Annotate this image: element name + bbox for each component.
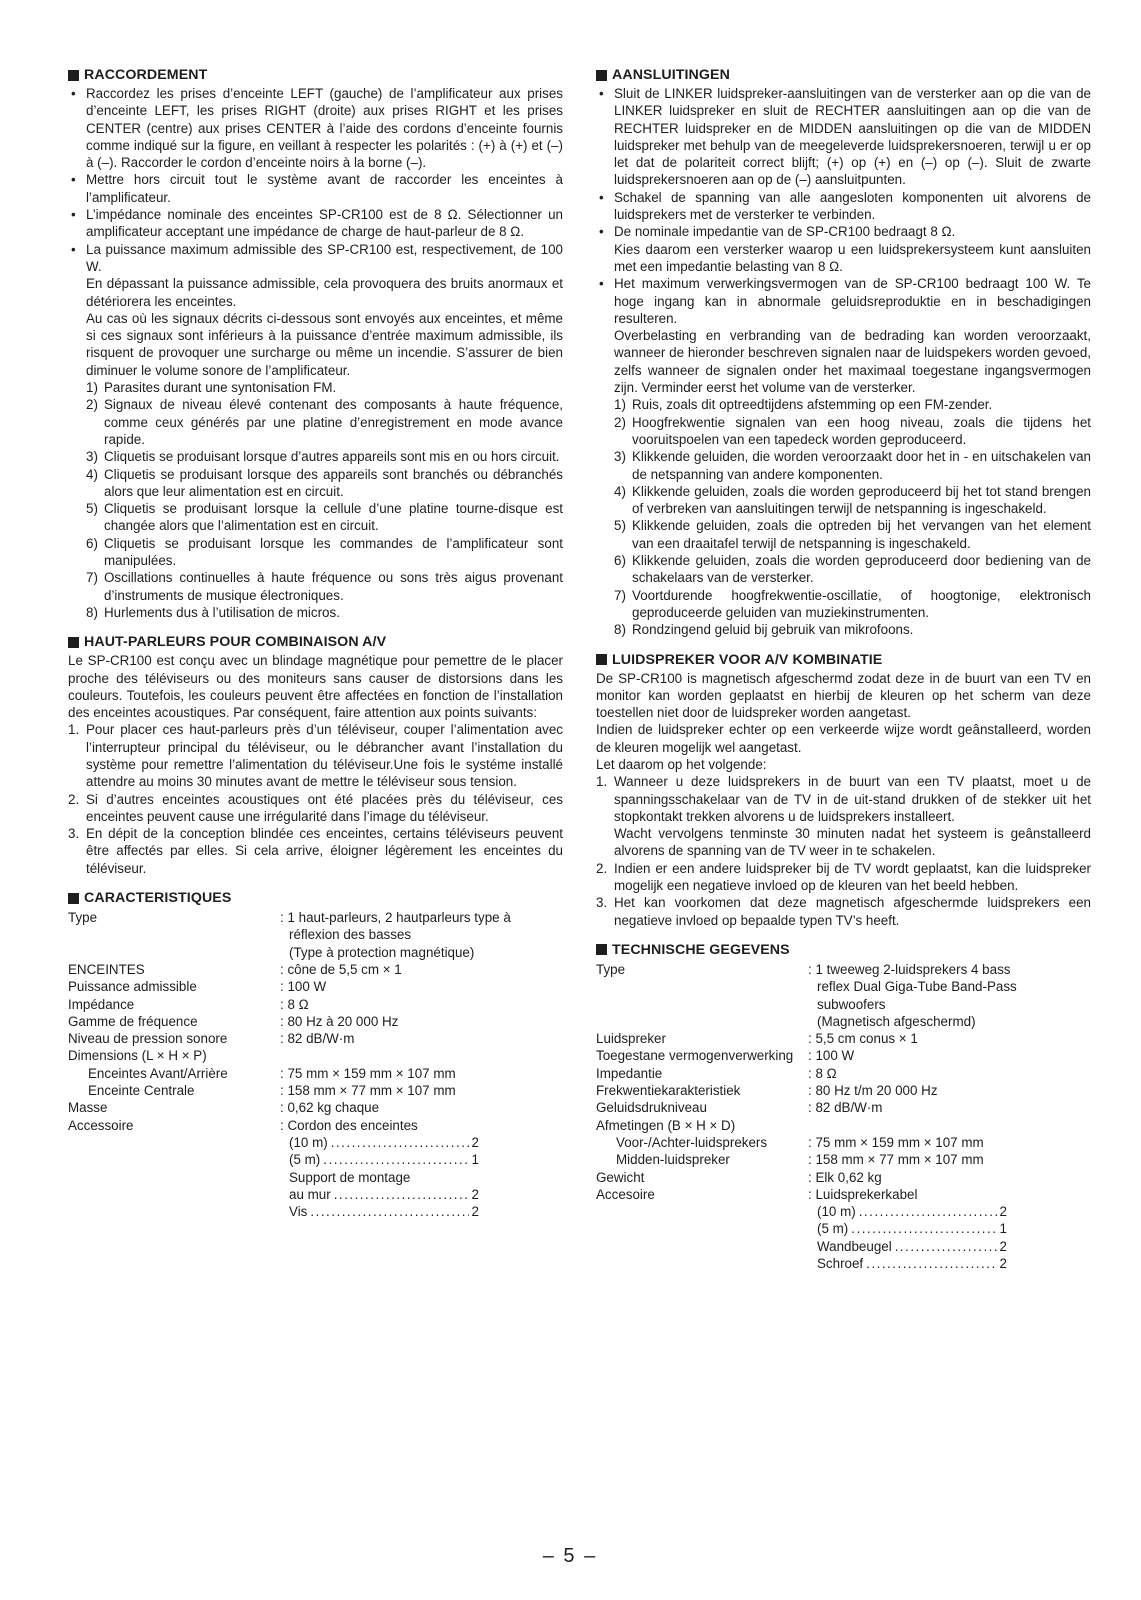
section-aansluitingen xyxy=(596,66,1091,639)
spec-table xyxy=(596,961,1091,1272)
spec-row: Accessoire : Cordon des enceintes (10 m) ..... 2 (5 m) ..... 1 Support de montage au mur ..... 2 Vis ..... 2 xyxy=(68,1117,563,1221)
list-item: • Mettre hors circuit tout le système avant de raccorder les enceintes à l’amplificateur. xyxy=(68,171,563,206)
spec-row: Type : 1 haut-parleurs, 2 hautparleurs type à réflexion des basses (Type à protection magnétique) xyxy=(68,909,563,961)
list-item: 3) Cliquetis se produisant lorsque d’autres appareils sont mis en ou hors circuit. xyxy=(86,449,560,465)
heading-square-icon xyxy=(68,70,79,81)
section-heading: LUIDSPREKER VOOR A/V KOMBINATIE xyxy=(596,651,1091,669)
section-specs xyxy=(68,889,563,1220)
numbered-list xyxy=(68,379,563,621)
spec-row: Niveau de pression sonore : 82 dB/W·m xyxy=(68,1030,563,1047)
section-specs xyxy=(596,941,1091,1272)
paragraph: De SP-CR100 is magnetisch afgeschermd zodat deze in de buurt van een TV en monitor kan worden geplaatst en hierbij de kleuren op het scherm van deze toestellen niet door de luidspreker worden aangetast. xyxy=(596,670,1091,721)
list-item: 4) Cliquetis se produisant lorsque des appareils sont branchés ou débranchés alors que leur alimentation est en circuit. xyxy=(86,466,563,499)
list-item: 5) Cliquetis se produisant lorsque la cellule d’une platine tourne-disque est changée alors que l’alimentation est en circuit. xyxy=(86,501,563,534)
spec-row: Geluidsdrukniveau : 82 dB/W·m xyxy=(596,1099,1091,1116)
section-heading: AANSLUITINGEN xyxy=(596,66,1091,84)
paragraph: Let daarom op het volgende: xyxy=(596,756,767,772)
list-item: • L’impédance nominale des enceintes SP-CR100 est de 8 Ω. Sélectionner un amplificateur acceptant une impédance de charge de haut-parleur de 8 Ω. xyxy=(68,206,563,241)
list-item: 1) Ruis, zoals dit optreedtijdens afstemming op een FM-zender. xyxy=(614,397,993,413)
spec-row: Toegestane vermogenverwerking : 100 W xyxy=(596,1047,1091,1064)
section-raccordement xyxy=(68,66,563,621)
list-item: 7) Oscillations continuelles à haute fréquence ou sons très aigus provenant d’instruments de musique électroniques. xyxy=(86,570,563,603)
spec-table xyxy=(68,909,563,1220)
list-item: 8) Hurlements dus à l’utilisation de micros. xyxy=(86,604,340,620)
spec-row: Luidspreker : 5,5 cm conus × 1 xyxy=(596,1030,1091,1047)
list-item: • Schakel de spanning van alle aangesloten komponenten uit alvorens de luidsprekers met de versterker te verbinden. xyxy=(596,189,1091,224)
bullet-list xyxy=(596,85,1091,327)
section-av xyxy=(596,651,1091,929)
spec-row: Gamme de fréquence : 80 Hz à 20 000 Hz xyxy=(68,1013,563,1030)
paragraph: Au cas où les signaux décrits ci-dessous sont envoyés aux enceintes, et même si ces signaux sont inférieurs à la puissance d’entrée maximum admissible, ils risquent de provoquer une surcharge ou même un incendie. S’assurer de bien diminuer le volume sonore de l’amplificateur. xyxy=(86,310,563,378)
dutch-column xyxy=(596,66,1091,1284)
list-item: 3. En dépit de la conception blindée ces enceintes, certains téléviseurs peuvent être affectés par elles. Si cela arrive, éloigner légèrement les enceintes du téléviseur. xyxy=(68,826,563,876)
spec-row: Dimensions (L × H × P) xyxy=(68,1048,207,1064)
list-item: 3. Het kan voorkomen dat deze magnetisch afgeschermde luidsprekers een negatieve invloed op bepaalde typen TV’s heeft. xyxy=(596,895,1091,928)
spec-row: Type : 1 tweeweg 2-luidsprekers 4 bass reflex Dual Giga-Tube Band-Pass subwoofers (Magnetisch afgeschermd) xyxy=(596,961,1091,1030)
list-item: 8) Rondzingend geluid bij gebruik van mikrofoons. xyxy=(614,622,914,638)
page-number: – 5 – xyxy=(542,1545,598,1567)
heading-square-icon xyxy=(596,70,607,81)
list-item: 6) Klikkende geluiden, zoals die worden geproduceerd door bediening van de schakelaars van de versterker. xyxy=(614,553,1091,586)
list-item: 7) Voortdurende hoogfrekwentie-oscillatie, of hoogtonige, elektronisch geproduceerde geluiden van muziekinstrumenten. xyxy=(614,587,1091,620)
list-item: 6) Cliquetis se produisant lorsque les commandes de l’amplificateur sont manipulées. xyxy=(86,535,563,569)
spec-row: Masse : 0,62 kg chaque xyxy=(68,1099,563,1116)
list-item: 1. Wanneer u deze luidsprekers in de buurt van een TV plaatst, moet u de spanningsschakelaar van de TV in de uit-stand drukken of de stekker uit het stopkontakt trekken alvorens u de luidsprekers installeert. Wacht vervolgens tenminste 30 minuten nadat het systeem is geânstalleerd alvorens de spanning van de TV weer in te schakelen. xyxy=(596,774,1091,859)
list-item: 2. Si d’autres enceintes acoustiques ont été placées près du téléviseur, ces enceintes peuvent cause une irrégularité dans l’image du téléviseur. xyxy=(68,791,563,824)
spec-row: Gewicht : Elk 0,62 kg xyxy=(596,1169,1091,1186)
paragraph: Overbelasting en verbranding van de bedrading kan worden veroorzaakt, wanneer de hieronder beschreven signalen naar de luidspekers worden gevoed, zelfs wanneer de signalen onder het maximaal toegestane ingangsvermogen zijn. Verminder eerst het volume van de versterker. xyxy=(614,328,1091,396)
paragraph: Le SP-CR100 est conçu avec un blindage magnétique pour pemettre de le placer proche des téléviseurs ou des moniteurs sans causer de distorsions dans les couleurs. Toutefois, les couleurs peuvent être affectées en fonction de l’installation des enceintes acoustiques. Par conséquent, faire attention aux points suivants: xyxy=(68,653,563,721)
paragraph: Indien de luidspreker echter op een verkeerde wijze wordt geânstalleerd, worden de kleuren mogelijk wel aangetast. xyxy=(596,722,1091,755)
bullet-list xyxy=(68,85,563,275)
list-item: • Het maximum verwerkingsvermogen van de SP-CR100 bedraagt 100 W. Te hoge ingang kan in abnormale geluidsreproduktie en in beschadigingen resulteren. xyxy=(596,275,1091,327)
heading-square-icon xyxy=(596,944,607,955)
paragraph: En dépassant la puissance admissible, cela provoquera des bruits anormaux et détériorera les enceintes. xyxy=(86,276,563,309)
heading-square-icon xyxy=(68,893,79,904)
list-item: 4) Klikkende geluiden, zoals die worden geproduceerd bij het tot stand brengen of verbreken van aansluitingen terwijl de netspanning is ingeschakeld. xyxy=(614,483,1091,517)
spec-row: Accesoire : Luidsprekerkabel (10 m) ..... 2 (5 m) ..... 1 Wandbeugel ..... 2 Schroef ..... 2 xyxy=(596,1186,1091,1272)
section-heading: RACCORDEMENT xyxy=(68,66,563,84)
section-heading: TECHNISCHE GEGEVENS xyxy=(596,941,1091,959)
list-item: 1) Parasites durant une syntonisation FM. xyxy=(86,380,337,396)
list-item: 2. Indien er een andere luidspreker bij de TV wordt geplaatst, kan die luidspreker mogelijk een negatieve invloed op de kleuren van het beeld hebben. xyxy=(596,860,1091,894)
spec-row: Enceinte Centrale : 158 mm × 77 mm × 107 mm xyxy=(68,1082,563,1099)
numbered-list xyxy=(68,721,563,877)
numbered-list xyxy=(596,396,1091,638)
spec-row: Enceintes Avant/Arrière : 75 mm × 159 mm × 107 mm xyxy=(68,1065,563,1082)
spec-row: Afmetingen (B × H × D) xyxy=(596,1117,736,1133)
spec-row: Impedantie : 8 Ω xyxy=(596,1065,1091,1082)
spec-row: Voor-/Achter-luidsprekers : 75 mm × 159 mm × 107 mm xyxy=(596,1134,1091,1151)
list-item: • Raccordez les prises d’enceinte LEFT (gauche) de l’amplificateur aux prises d’enceinte LEFT, les prises RIGHT (droite) aux prises RIGHT et les prises CENTER (centre) aux prises CENTER à l’aide des cordons d’enceinte fournis comme indiqué sur la figure, en veillant à respecter les polarités : (+) à (+) et (–) à (–). Raccorder le cordon d’enceinte noirs à la borne (–). xyxy=(68,85,563,171)
list-item: 2) Signaux de niveau élevé contenant des composants à haute fréquence, comme ceux générés par une platine d’enregistrement en mode avance rapide. xyxy=(86,397,563,447)
heading-square-icon xyxy=(596,654,607,665)
list-item: 1. Pour placer ces haut-parleurs près d’un téléviseur, couper l’alimentation avec l’interrupteur principal du téléviseur, ou le débrancher avant l’installation du système pour remettre l’alimentation du téléviseur.Une fois le systéme installé attendre au moins 30 minutes avant de mettre le téléviseur sous tension. xyxy=(68,722,563,790)
list-item: • La puissance maximum admissible des SP-CR100 est, respectivement, de 100 W. xyxy=(68,241,563,276)
list-item: 3) Klikkende geluiden, die worden veroorzaakt door het in - en uitschakelen van de netspanning van andere komponenten. xyxy=(614,449,1091,482)
french-column xyxy=(68,66,563,1232)
heading-square-icon xyxy=(68,637,79,648)
spec-row: Midden-luidspreker : 158 mm × 77 mm × 107 mm xyxy=(596,1151,1091,1168)
list-item: • Sluit de LINKER luidspreker-aansluitingen van de versterker aan op die van de LINKER luidspreker en sluit de RECHTER aansluitingen aan op die van de RECHTER luidspreker en de MIDDEN aansluitingen op die van de MIDDEN luidspreker met behulp van de meegeleverde luidsprekersnoeren, terwijl u er op let dat de polariteit correct blijft; (+) op (+) en (–) op (–). Sluit de zwarte luidsprekersnoeren aan op de (–) aansluitpunten. xyxy=(596,85,1091,189)
section-av xyxy=(68,633,563,877)
numbered-list xyxy=(596,773,1091,929)
section-heading: CARACTERISTIQUES xyxy=(68,889,563,907)
spec-row: Frekwentiekarakteristiek : 80 Hz t/m 20 000 Hz xyxy=(596,1082,1091,1099)
spec-row: Puissance admissible : 100 W xyxy=(68,978,563,995)
spec-row: ENCEINTES : cône de 5,5 cm × 1 xyxy=(68,961,563,978)
list-item: • De nominale impedantie van de SP-CR100 bedraagt 8 Ω. Kies daarom een versterker waarop u een luidsprekersysteem kunt aansluiten met een impedantie belasting van 8 Ω. xyxy=(596,223,1091,275)
list-item: 5) Klikkende geluiden, zoals die optreden bij het vervangen van het element van een draaitafel terwijl de netspanning is ingeschakeld. xyxy=(614,518,1091,551)
spec-row: Impédance : 8 Ω xyxy=(68,996,563,1013)
list-item: 2) Hoogfrekwentie signalen van een hoog niveau, zoals die tijdens het vooruitspoelen van een tapedeck worden geproduceerd. xyxy=(614,414,1091,447)
section-heading: HAUT-PARLEURS POUR COMBINAISON A/V xyxy=(68,633,563,651)
